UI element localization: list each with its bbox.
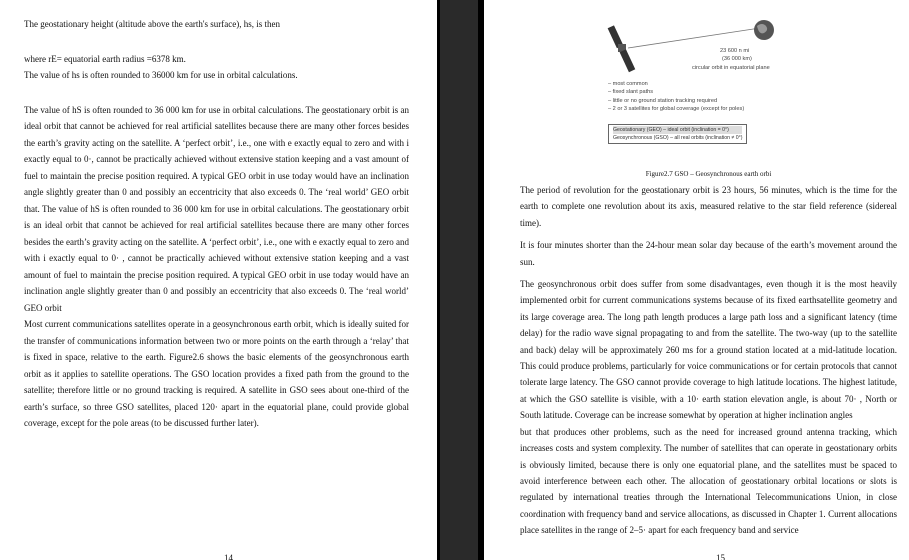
figure-bullet: – 2 or 3 satellites for global coverage (except for poles) <box>608 105 745 112</box>
page-number: 14 <box>224 553 233 560</box>
left-page <box>0 0 437 560</box>
figure-bullet: – fixed slant paths <box>608 89 654 96</box>
orbit-label: circular orbit in equatorial plane <box>692 65 770 71</box>
radius-definition: where rE= equatorial earth radius =6378 km. <box>24 53 186 64</box>
paragraph-geo-orbit: The value of hS is often rounded to 36 000 km for use in orbital calculations. The geostationary orbit is an ideal orbit that cannot be achieved for real artificial satellites because there are many other forces besides the earth’s gravity acting on the satellite. A ‘perfect orbit’, i.e., one with e exactly equal to zero and with i exactly equal to 0·, cannot be practically achieved without extensive station keeping and a vast amount of fuel to maintain the precise position required. A typical GEO orbit in use today would have an inclination angle slightly greater than 0 and possibly an eccentricity that also exceeds 0. The ‘real world’ GEO orbit that. The value of hS is often rounded to 36 000 km for use in orbital calculations. The geostationary orbit is an ideal orbit that cannot be achieved for real artificial satellites because there are many other forces besides the earth’s gravity acting on the satellite. A ‘perfect orbit’, i.e., one with e exactly equal to zero and with i exactly equal to 0· , cannot be practically achieved without extensive station keeping and a vast amount of fuel to maintain the precise position required. A typical GEO orbit in use today would have an inclination angle slightly greater than 0 and possibly an eccentricity that also exceeds 0. The ‘real world’ GEO orbit <box>24 104 409 313</box>
gso-figure <box>520 0 897 170</box>
right-page <box>484 0 909 560</box>
paragraph-disadvantages: The geosynchronous orbit does suffer from some disadvantages, even though it is the most heavily implemented orbit for current communications systems because of its fixed earthsatellite geometry and its large coverage area. The long path length produces a large path loss and a significant latency (time delay) for the radio wave signal propagating to and from the satellite. The two-way (up to the satellite and back) delay will be approximately 260 ms for a ground station located at a mid-latitude location. This could produce problems, particularly for voice communications or for certain protocols that cannot tolerate large latency. The GSO cannot provide coverage to high latitude locations. The highest latitude, at which the GSO satellite is visible, with a 10· earth station elevation angle, is about 70· , North or South latitude. Coverage can be increase somewhat by operation at higher inclination angles <box>520 279 897 421</box>
paragraph-geosynchronous: Most current communications satellites operate in a geosynchronous earth orbit, which is ideally suited for the transfer of communications information between two or more points on the earth through a ‘relay’ that is fixed in space, relative to the earth. Figure2.6 shows the basic elements of the geosynchronous earth orbit as it applies to satellite operations. The GSO location provides a fixed path from the ground to the satellite; therefore little or no ground tracking is required. A satellite in GSO sees about one-third of the earth’s surface, so three GSO satellites, placed 120· apart in the equatorial plane, could provide global coverage, except for the pole areas (to be discussed further later). <box>24 319 409 428</box>
rounded-value-line: The value of hs is often rounded to 36000 km for use in orbital calculations. <box>24 70 298 80</box>
distance-km-label: (36 000 km) <box>722 56 752 62</box>
paragraph-problems: but that produces other problems, such as the need for increased ground antenna tracking, which increases costs and system complexity. The number of satellites that can operate in geostationary orbits is obviously limited, because there is only one equatorial plane, and the satellites must be spaced to avoid interference between each other. The allocation of geostationary orbital locations or slots is regulated by international treaties through the International Telecommunications Union, in close coordination with frequency band and service allocations, as discussed in Chapter 1. Current allocations place satellites in the range of 2–5· apart for each frequency band and service <box>520 426 897 536</box>
equation-space <box>24 33 409 51</box>
legend-gso: Geosynchronous (GSO) – all real orbits (inclination ≠ 0°) <box>613 135 743 141</box>
figure-caption: Figure2.7 GSO – Geosynchronous earth orbi <box>645 170 772 178</box>
page-number: 15 <box>716 553 725 560</box>
figure-legend <box>608 124 747 144</box>
figure-bullet-list <box>608 80 744 113</box>
paragraph-solar-day: It is four minutes shorter than the 24-hour mean solar day because of the earth’s movement around the sun. <box>520 240 897 267</box>
paragraph-period: The period of revolution for the geostationary orbit is 23 hours, 56 minutes, which is the time for the earth to complete one revolution about its axis, measured relative to the star field reference (sidereal time). <box>520 185 897 228</box>
page-divider-left <box>437 0 440 560</box>
paragraph-gap <box>24 84 409 102</box>
figure-bullet: – little or no ground station tracking required <box>608 97 718 104</box>
legend-geo: Geostationary (GEO) – ideal orbit (inclination = 0°) <box>613 126 742 134</box>
satellite-icon <box>608 25 636 72</box>
intro-line: The geostationary height (altitude above the earth's surface), hs, is then <box>24 19 281 29</box>
distance-mi-label: 23 600 n mi <box>720 48 750 54</box>
figure-bullet: – most common <box>608 81 648 87</box>
slant-path-line <box>628 28 760 48</box>
